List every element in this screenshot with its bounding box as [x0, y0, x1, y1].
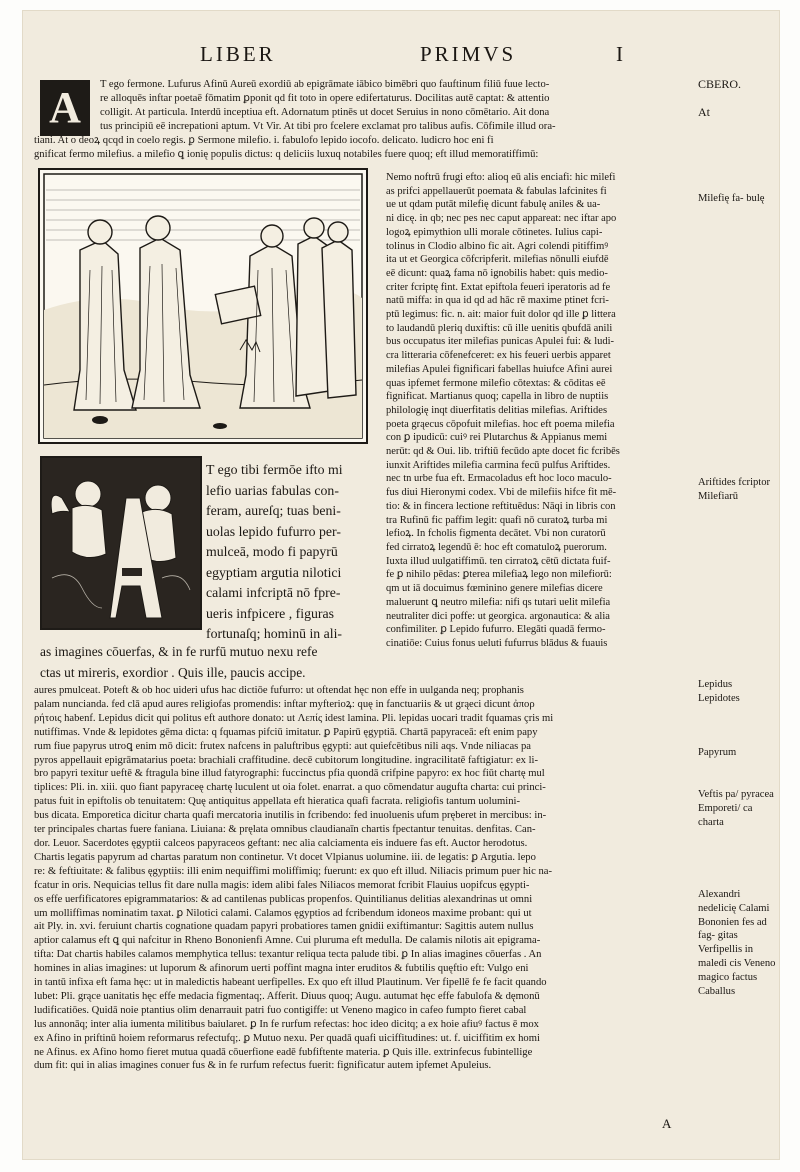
- cherub-initial-graphic: [42, 458, 200, 628]
- commentary-line: tra Rufinū fic paffim legit: quafi nō curatoꝝ turba mi: [386, 514, 608, 526]
- main-text-line: mulceā, modo fi papyrū: [206, 544, 338, 559]
- main-text-line: ueris infpicere , figuras: [206, 605, 334, 621]
- commentary-line: criter fcriptę fint. Extat epiftola feueri iperatoris ad fe: [386, 281, 611, 293]
- commentary-line: Chartis legatis papyrum ad chartas paratum non continetur. Vt docet Vlpianus uolumine. iii. de legatis: ꝑ Argutia. lepo: [34, 851, 536, 863]
- intro-line: tus principiū eē increpationi aptum. Vt Vir. At tibi pro fcelere exclamat pro talibus aufis. Cōfimile illud ora-: [100, 120, 556, 132]
- commentary-line: to laudandū pleriq duxiftis: cū ille uenitis qbufdā anili: [386, 322, 613, 334]
- commentary-line: ptū legimus: fic. n. ait: maior fuit dolor qd ille ꝑ littera: [386, 309, 616, 321]
- commentary-line: palam nuncianda. fed clā apud aures religiofas promendis: inftar myfterioꝝ: quę in fanctuariis & ut grąeci dicunt ἀπορ: [34, 698, 535, 710]
- commentary-line: poeta grąecus cōpofuit milefias. hoc eft poema milefia: [386, 418, 615, 430]
- marginal-note: CBERO.: [698, 77, 742, 91]
- running-head: [22, 42, 780, 72]
- intro-commentary-wide: [34, 134, 684, 162]
- commentary-line: os effe uerfificatores epigrammatarios: & ad cantilenas publicas propenfos. Quintilianus delitias alexandrinas ut omni: [34, 893, 533, 905]
- commentary-line: ue ut qdam putāt milefię dicunt fabulę aniles & ua-: [386, 199, 601, 211]
- woodcut-illustration: [38, 168, 368, 444]
- commentary-line: iunxit Ariftides milefia carmina fecū pulfus Ariftides.: [386, 459, 611, 471]
- intro-line: T ego fermone. Lufurus Afinū Aureū exordiū ab epigrāmate iābico bimēbri quo fauftinum filiū fuue lecto-: [100, 79, 550, 90]
- commentary-line: lus annonāq; inter alia iumenta militibus baiularet. ꝑ In fe rurfum refectas: hoc ideo dicitq; a ex hoie afiuꝰ factus ē mox: [34, 1018, 539, 1030]
- intro-line: re alloquēs inftar poetaē fōmatim ꝑponit qd fit toto in opere edifertaturus. Docilitas autē captat: & attentio: [100, 92, 550, 104]
- intro-line: gnificat fermo milefius. a milefio ꝗ ionię populis dictus: q deliciis luxuq notabiles fuere quoq; eft illud memoratiffimū:: [34, 148, 539, 160]
- commentary-line: cinatiōe: Cuius fonus ueluti fufurrus blādus & fuauis: [386, 637, 608, 649]
- commentary-line: ni dicę. in qb; nec pes nec caput appareat: nec iftar apo: [386, 213, 617, 225]
- commentary-line: ex Afino in priftinū hoiem reformarus refectufq;. ꝑ Mutuo nexu. Per quadā quafi uiciffitudines: ut. f. uiciffitim ex homi: [34, 1032, 540, 1044]
- commentary-line: milefias Apulei fignificari fabellas huiufce Afini aurei: [386, 363, 613, 375]
- book-page: [22, 10, 780, 1160]
- commentary-line: aptior calamus eft ꝗ qui nafcitur in Rheno Bononienfi Amne. Cui pluruma eft medulla. De calamis nilotis ait epigrama-: [34, 935, 541, 947]
- intro-line: tiani. At o deoꝝ qcqd in coelo regis. ꝑ Sermone milefio. i. fabulofo lepido iocofo. delicato. ludicro hoc eni fi: [34, 135, 494, 146]
- commentary-line: tolinus in Clodio albino fic ait. Agri colendi pitiffimꝰ: [386, 240, 609, 252]
- decorated-initial-small: [40, 80, 90, 136]
- commentary-line: patus fuit in epiftolis ob tenuitatem: Quę antiquitus appellata eft hieratica quafi facrata. religiofis tantum uolumini-: [34, 796, 520, 808]
- marginal-note: At: [698, 105, 710, 119]
- commentary-line: cra litteraria cōfenefceret: ex his feueri uerbis apparet: [386, 350, 611, 362]
- commentary-line: aures pmulceat. Poteft & ob hoc uideri ufus hac dictiōe fufurro: ut oftendat hęc non effe in uulganda neq; prophanis: [34, 685, 524, 696]
- commentary-line: nec tn urbe fua eft. Ermacoladus eft hoc loco maculo-: [386, 473, 612, 485]
- intro-commentary: [100, 78, 682, 134]
- commentary-line: as prifci appellauerūt poemata & fabulas lafcinites fi: [386, 185, 607, 197]
- marginal-note: Lepidus Lepidotes: [698, 679, 740, 704]
- initial-letter: A: [49, 83, 81, 132]
- commentary-line: maluerunt ꝗ neutro milefia: nifi qs tutari uelit milefia: [386, 596, 611, 608]
- commentary-line: fed cirratoꝝ legendū ē: hoc eft comatuloꝝ puerorum.: [386, 541, 607, 553]
- main-text-line: egyptiam argutia nilotici: [206, 564, 342, 580]
- commentary-line: ter principales chartas fuere faniana. Liuiana: & pręlata omnibus claudianaīn chartis fpectantur tenuitas. denfitas. Can-: [34, 824, 536, 836]
- commentary-line: lefioꝝ. In fcholis figmenta decātet. Vbi non curatorū: [386, 528, 606, 540]
- main-text-line: fortunaſq; hominū in ali-: [206, 626, 343, 641]
- running-head-liber: LIBER: [200, 42, 276, 66]
- decorated-initial-large: [40, 456, 202, 630]
- commentary-line: Iuxta illud uulgatiffimū. ten cirratoꝝ cētū dictata fuif-: [386, 555, 611, 567]
- commentary-right-column: [386, 171, 686, 651]
- commentary-line: ita ut et Georgica cōfcripferit. milefias nōnulli eiufdē: [386, 254, 609, 266]
- commentary-line: qm ut iā docuimus fœminino genere milefias dicere: [386, 583, 603, 595]
- woodcut-figures-graphic: [40, 170, 366, 442]
- commentary-line: bus dicata. Emporetica dicitur charta quafi mercatoria inutilis in fcribendo: fed inuoluenis ufum pręberet in mercibus: in-: [34, 810, 547, 822]
- marginal-note: Alexandri nedelicię Calami Bononien fes ad fag- gitas Verfipellis in maledi cis Veneno magico factus Caballus: [698, 889, 776, 997]
- commentary-line: re: & feftiuitate: & falibus ęgyptiis: illi enim nequiffimi moliffimiq; fuerunt: ex quo eft illud. Niliacis primum puer hic na-: [34, 865, 553, 877]
- commentary-line: philologię inqt diuerfitatis delitias milefias. Ariftides: [386, 404, 608, 416]
- signature-mark: A: [662, 1116, 672, 1131]
- marginal-note: Ariftides fcriptor Milefiarū: [698, 477, 771, 502]
- intro-line: colligit. At particula. Interdū inceptiua eft. Adornatum ptinēs ut docet Seruius in nono cōmētario. Ait dona: [100, 106, 550, 118]
- main-text-line: uolas lepido fufurro per-: [206, 523, 341, 539]
- main-text-line: as imagines cōuerfas, & in fe rurfū mutuo nexu refe: [40, 644, 318, 659]
- commentary-line: con ꝑ ipudicū: cuiꝰ rei Plutarchus & Appianus memi: [386, 432, 608, 444]
- commentary-line: neutraliter dici poffe: ut georgica. argonautica: & alia: [386, 610, 610, 622]
- main-text-tail: [40, 642, 380, 683]
- marginal-note: Papyrum: [698, 747, 737, 758]
- marginal-note: Milefię fa- bulę: [698, 193, 765, 204]
- commentary-line: in tantū infixa eft fama hęc: ut in maledictis habeant uerfipelles. Ex quo eft illud Plautinum. Ver fipellē fe fe facit quando: [34, 977, 547, 989]
- commentary-line: nutiffimas. Vnde & lepidotes gēma dicta: q fquamas pifciū imitatur. ꝑ Papirū ęgyptiā. Chartā papyraceā: eft enim papy: [34, 726, 538, 738]
- commentary-line: lubet: Pli. grące uanitatis hęc effe medacia figmentaq;. Afferit. Diuus quoq; Augu. autumat hęc effe fabulofa & dęmonū: [34, 990, 540, 1002]
- commentary-line: eē dicunt: quaꝝ fama nō ignobilis habet: quis medio-: [386, 267, 608, 279]
- commentary-line: nerūt: qd & Oui. lib. triftiū fecūdo apte docet fic fcribēs: [386, 446, 620, 458]
- commentary-line: tifta: Dat chartis habiles calamos memphytica tellus: texantur reliqua tecta palude tibi. ꝑ In alias imagines cōuerfas . An: [34, 949, 542, 961]
- commentary-line: ρήτοις habenf. Lepidus dicit qui politus eft authore donato: ut Λεπίς idest lamina. Pli. lepidas uocari tradit fquamas çris mi: [34, 712, 554, 724]
- commentary-line: bro papyri texitur ueftē & ftragula bine illud fatyrographi: fuccinctus pfia quondā crifpine papyro: ex hoc fiūt chartę mul: [34, 768, 545, 780]
- commentary-line: confimiliter. ꝑ Lepido fufurro. Elegāti quadā fermo-: [386, 624, 606, 636]
- commentary-line: tio: & in fincera lectione reftituēdus: Nāqi in libris con: [386, 500, 616, 512]
- commentary-line: logoꝝ epimythion ulli morale cōtinetes. Iulius capi-: [386, 226, 603, 238]
- main-text-line: T ego tibi fermōe ifto mi: [206, 462, 343, 477]
- running-head-primvs: PRIMVS: [420, 42, 517, 66]
- marginal-note: Veftis pa/ pyracea Emporeti/ ca charta: [698, 789, 774, 828]
- main-text-line: feram, aureſq; tuas beni-: [206, 503, 341, 518]
- commentary-line: pyros appellauit epigrāmatarius poeta: brachiali craffitudine. decē cubitorum longitudine. ingracilitatē faftigiatur: ex li-: [34, 754, 538, 766]
- commentary-line: natū miffa: in qua id qd ad hāc rē maxime ptinet fcri-: [386, 295, 609, 307]
- commentary-line: ludificatiōes. Quidā noie ptantius olim denarrauit patri fuo contigiffe: ut Veneno magico in cafeo fumpto fieret cabal: [34, 1004, 527, 1016]
- commentary-line: fignificat. Martianus quoq; capella in libro de nuptiis: [386, 391, 609, 403]
- commentary-line: fcatur in oris. Nequicias tellus fit dare nulla magis: idem alibi fales Niliacos memorat fcribit Flauius uopifcus ęgypti-: [34, 879, 530, 891]
- commentary-line: dor. Leuor. Sacerdotes ęgyptii calceos papyraceos geftant: nec alia calciamenta eis induere fas eft. Auctor herodotus.: [34, 837, 528, 849]
- folio-number: I: [616, 42, 626, 66]
- commentary-line: quas ipfemet fermone milefio cōtextas: & cōditas eē: [386, 377, 606, 389]
- main-text-line: lefio uarias fabulas con-: [206, 482, 339, 498]
- commentary-line: dum fit: qui in alias imagines conuer fus & in fe rurfum refectus fuerit: fignificatur autem ipfemet Apuleius.: [34, 1060, 492, 1072]
- commentary-line: Nemo noftrū frugi efto: alioq eū alis enciafi: hic milefi: [386, 172, 616, 183]
- commentary-line: um molliffimas nominatim taxat. ꝑ Nilotici calami. Calamos ęgyptios ad fcribendum idoneos maxime probant: qui ut: [34, 907, 532, 919]
- commentary-line: fus diui Hieronymi codex. Vbi de milefiis hifce fit mē-: [386, 487, 617, 499]
- main-text-line: ctas ut mireris, exordior . Quis ille, paucis accipe.: [40, 664, 306, 680]
- commentary-line: ne Afinus. ex Afino homo fieret mutua quadā cōuerfione eadē fubfiftente materia. ꝑ Quis ille. extrinfecus fubintellige: [34, 1046, 533, 1058]
- main-text-line: calami infcriptā nō fpre-: [206, 585, 341, 600]
- lower-commentary: [34, 684, 684, 1073]
- main-text-block: [206, 460, 406, 645]
- commentary-line: homines in alias imagines: ut luporum & afinorum uerti poffint magna inter eruditos & fubtilis quęftio eft: Vulgo eni: [34, 963, 529, 975]
- commentary-line: fe ꝑ nihilo pēdas: ꝑterea milefiaꝝ lego non milefiorū:: [386, 569, 612, 581]
- commentary-line: tiplices: Pli. in. xiii. quo fiant papyraceę chartę luculent ut oia folet. enarrat. a quo cōmendatur augufta charta: cui princi-: [34, 782, 546, 794]
- commentary-line: rum fiue papyrus utroꝗ enim mō dicit: frutex nafcens in paluftribus ęgypti: aut quiefcētibus nili aqs. Vnde niliacas pa: [34, 740, 531, 752]
- commentary-line: ait Ply. in. xvi. feruiunt chartis cognatione quadam papyri probatiores tamen gnidii exiftimantur: Sagittis autem nullus: [34, 921, 534, 933]
- commentary-line: bus occupatus iter milefias punicas Apulei fui: & ludi-: [386, 336, 615, 348]
